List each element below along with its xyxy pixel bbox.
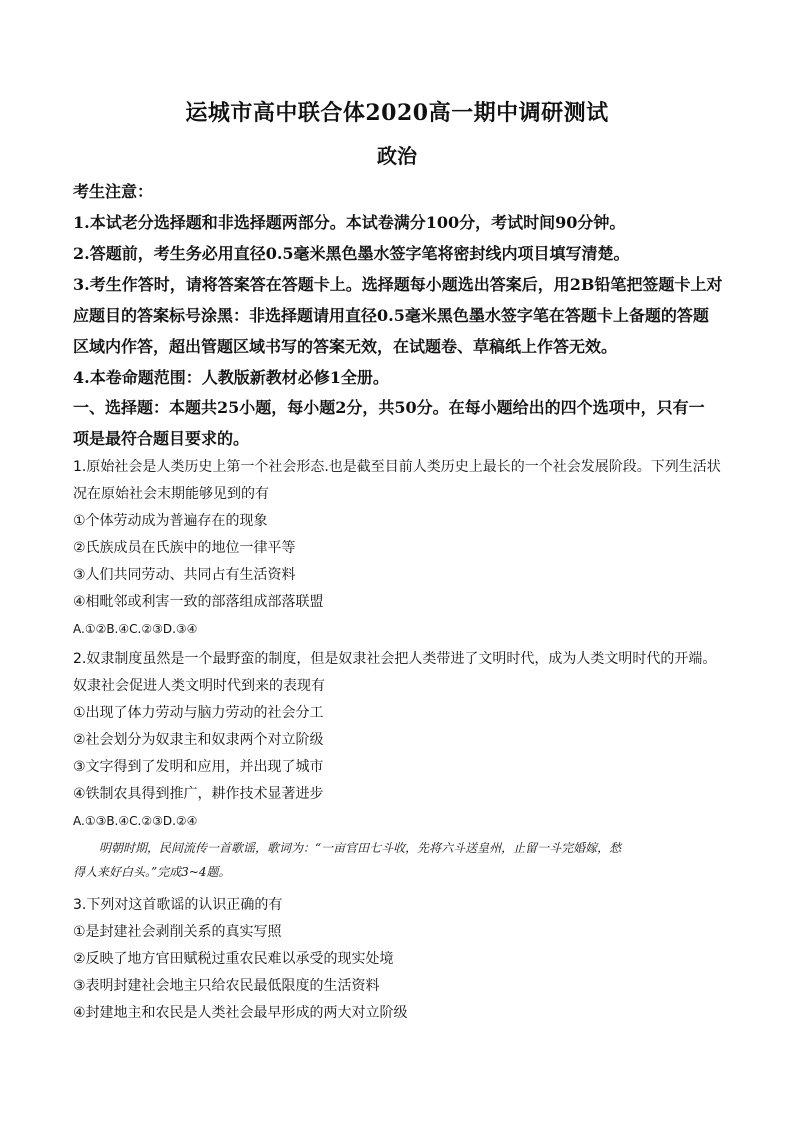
option-2: ②社会划分为奴隶主和奴隶两个对立阶级 <box>73 732 324 748</box>
option-1: ①出现了体力劳动与脑力劳动的社会分工 <box>73 705 324 721</box>
option-2: ②反映了地方官田赋税过重农民难以承受的现实处境 <box>73 951 394 967</box>
option-4: ④封建地主和农民是人类社会最早形成的两大对立阶级 <box>73 1005 408 1021</box>
notice-item-3-end: 区域内作答，超出管题区域书写的答案无效，在试题卷、草稿纸上作答无效。 <box>73 337 618 356</box>
section-line-2: 项是最符合题目要求的。 <box>73 429 250 448</box>
exam-subject: 政治 <box>377 144 417 168</box>
question-stem: 1.原始社会是人类历史上第一个社会形态.也是截至目前人类历史上最长的一个社会发展阶段。下列生活状 <box>73 459 721 475</box>
notice-item-1: 1.本试老分选择题和非选择题两部分。本试卷满分100分，考试时间90分钟。 <box>73 213 626 232</box>
section-heading <box>73 392 733 454</box>
option-2: ②氏族成员在氏族中的地位一律平等 <box>73 540 296 556</box>
answer-choices: A.①②B.④C.②③D.③④ <box>73 622 198 636</box>
candidate-notice <box>73 176 733 393</box>
question-2 <box>73 646 733 835</box>
notice-item-3-cont: 应题目的答案标号涂黑：非选择题请用直径0.5毫米黑色墨水签字笔在答题卡上备题的答题 <box>73 306 709 325</box>
question-stem-cont: 况在原始社会末期能够见到的有 <box>73 486 269 502</box>
question-3 <box>73 892 733 1027</box>
option-3: ③文字得到了发明和应用，并出现了城市 <box>73 759 324 775</box>
option-4: ④相毗邻或利害一致的部落组成部落联盟 <box>73 594 324 610</box>
question-stem: 2.奴隶制度虽然是一个最野蛮的制度，但是奴隶社会把人类带进了文明时代，成为人类文明时代的开端。 <box>73 651 717 667</box>
notice-item-3: 3.考生作答时，请将答案答在答题卡上。选择题每小题选出答案后，用2B铅笔把签题卡上对 <box>73 275 723 294</box>
question-stem-cont: 奴隶社会促进人类文明时代到来的表现有 <box>73 678 325 694</box>
question-stem: 3.下列对这首歌谣的认识正确的有 <box>73 897 283 913</box>
option-1: ①个体劳动成为普遍存在的现象 <box>73 513 268 529</box>
question-1 <box>73 454 733 643</box>
option-1: ①是封建社会剥削关系的真实写照 <box>73 924 282 940</box>
notice-item-2: 2.答题前，考生务必用直径0.5毫米黑色墨水签字笔将密封线内项目填写清楚。 <box>73 244 630 263</box>
exam-title: 运城市高中联合体2020高一期中调研测试 <box>185 100 609 126</box>
answer-choices: A.①③B.④C.②③D.②④ <box>73 814 198 828</box>
section-line-1: 一、选择题：本题共25小题，每小题2分，共50分。在每小题给出的四个选项中，只有一 <box>73 398 705 417</box>
passage-line-1: 明朝时期，民间流传一首歌谣，歌词为：“一亩官田七斗收，先将六斗送皇州，止留一斗完婚嫁，愁 <box>99 841 622 855</box>
reading-passage <box>73 836 733 884</box>
notice-heading: 考生注意： <box>73 182 154 201</box>
option-3: ③表明封建社会地主只给农民最低限度的生活资料 <box>73 978 380 994</box>
option-4: ④铁制农具得到推广，耕作技术显著进步 <box>73 786 324 802</box>
notice-item-4: 4.本卷命题范围：人教版新教材必修1全册。 <box>73 368 389 387</box>
option-3: ③人们共同劳动、共同占有生活资料 <box>73 567 296 583</box>
passage-line-2: 得人来好白头。”完成3~4题。 <box>73 865 231 879</box>
